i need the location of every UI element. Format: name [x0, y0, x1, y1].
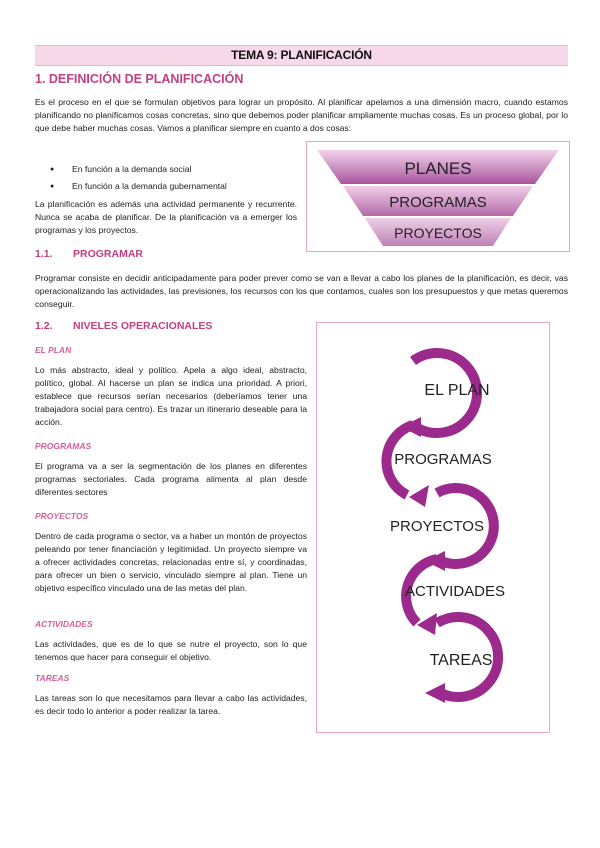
pyramid-label: PLANES [404, 159, 472, 178]
section-number: 1.2. [35, 320, 53, 332]
programas-paragraph: El programa va a ser la segmentación de los planes en diferentes programas sectoriales. Cada programa alimenta al plan desde diferentes sectores [35, 461, 307, 497]
section-heading-niveles [35, 320, 212, 332]
pyramid-label: PROYECTOS [394, 225, 482, 241]
cycle-label: TAREAS [429, 652, 493, 669]
cycle-label: PROYECTOS [390, 518, 484, 535]
section-title: NIVELES OPERACIONALES [73, 320, 213, 332]
cycle-arrowhead [417, 613, 437, 635]
cycle-figure [316, 322, 550, 733]
section-heading-definicion: 1. DEFINICIÓN DE PLANIFICACIÓN [35, 72, 244, 86]
section-heading-programar [35, 248, 143, 260]
pyramid-label: PROGRAMAS [389, 194, 487, 211]
cycle-arrowhead [409, 485, 429, 507]
section-number: 1.1. [35, 248, 53, 260]
bullet-item: ● En función a la demanda social [50, 161, 227, 178]
plan-paragraph: Lo más abstracto, ideal y político. Apela a algo ideal, abstracto, político, global. Al hacerse un plan se indica una prioridad. A priori, establece que recursos serían necesarios (deberíamos tener una trabajadora social para centro). Es trazar un itinerario deseable para la acción. [35, 365, 307, 427]
subheading-tareas: TAREAS [35, 673, 70, 683]
cycle-diagram [317, 323, 549, 732]
bullet-item: ● En función a la demanda gubernamental [50, 178, 227, 195]
pyramid-figure [306, 141, 570, 252]
page-title: TEMA 9: PLANIFICACIÓN [231, 48, 372, 62]
programar-paragraph: Programar consiste en decidir anticipadamente para poder prever como se van a llevar a cabo los planes de la planificación, es decir, vas operacionalizando las actividades, las previsiones, los recursos con los que contamos, cuales son los presupuestos y que metas queremos conseguir. [35, 273, 568, 309]
cycle-arrowhead [425, 551, 445, 571]
subheading-proyectos: PROYECTOS [35, 511, 89, 521]
planificacion-paragraph: La planificación es además una actividad permanente y recurrente. Nunca se acaba de planificar. De la planificación va a emerger los programas y los proyectos. [35, 199, 297, 235]
cycle-label: ACTIVIDADES [404, 583, 506, 600]
subheading-programas: PROGRAMAS [35, 441, 92, 451]
section-title: PROGRAMAR [73, 248, 143, 260]
cycle-label: PROGRAMAS [394, 451, 492, 468]
pyramid-diagram [307, 142, 569, 251]
cycle-label: EL PLAN [424, 382, 490, 399]
intro-paragraph: Es el proceso en el que se formulan objetivos para lograr un propósito. Al planificar apelamos a una dimensión macro, cuando estamos planificando no planificamos cosas concretas, sino que debemos poder planificar ampliamente muchas cosas. Es un proceso global, por lo que debe haber muchas cosas. Vamos a planificar siempre en cuanto a dos cosas: [35, 97, 568, 133]
tareas-paragraph: Las tareas son lo que necesitamos para llevar a cabo las actividades, es decir todo lo anterior a poder realizar la tarea. [35, 693, 307, 716]
proyectos-paragraph: Dentro de cada programa o sector, va a haber un montón de proyectos peleando por tener financiación y legitimidad. Un proyecto siempre va a ofrecer actividades concretas, relacionadas entre sí, y coordinadas, para ofrecer un bien o servicio, vinculado siempre al plan. Tiene un objetivo específico vinculado una de las metas del plan. [35, 531, 307, 593]
subheading-actividades: ACTIVIDADES [35, 619, 93, 629]
bullet-list [50, 161, 227, 195]
title-banner [35, 45, 568, 66]
subheading-plan: EL PLAN [35, 345, 72, 355]
cycle-arrowhead [425, 683, 445, 703]
actividades-paragraph: Las actividades, que es de lo que se nutre el proyecto, son lo que tenemos que hacer para conseguir el objetivo. [35, 639, 307, 662]
